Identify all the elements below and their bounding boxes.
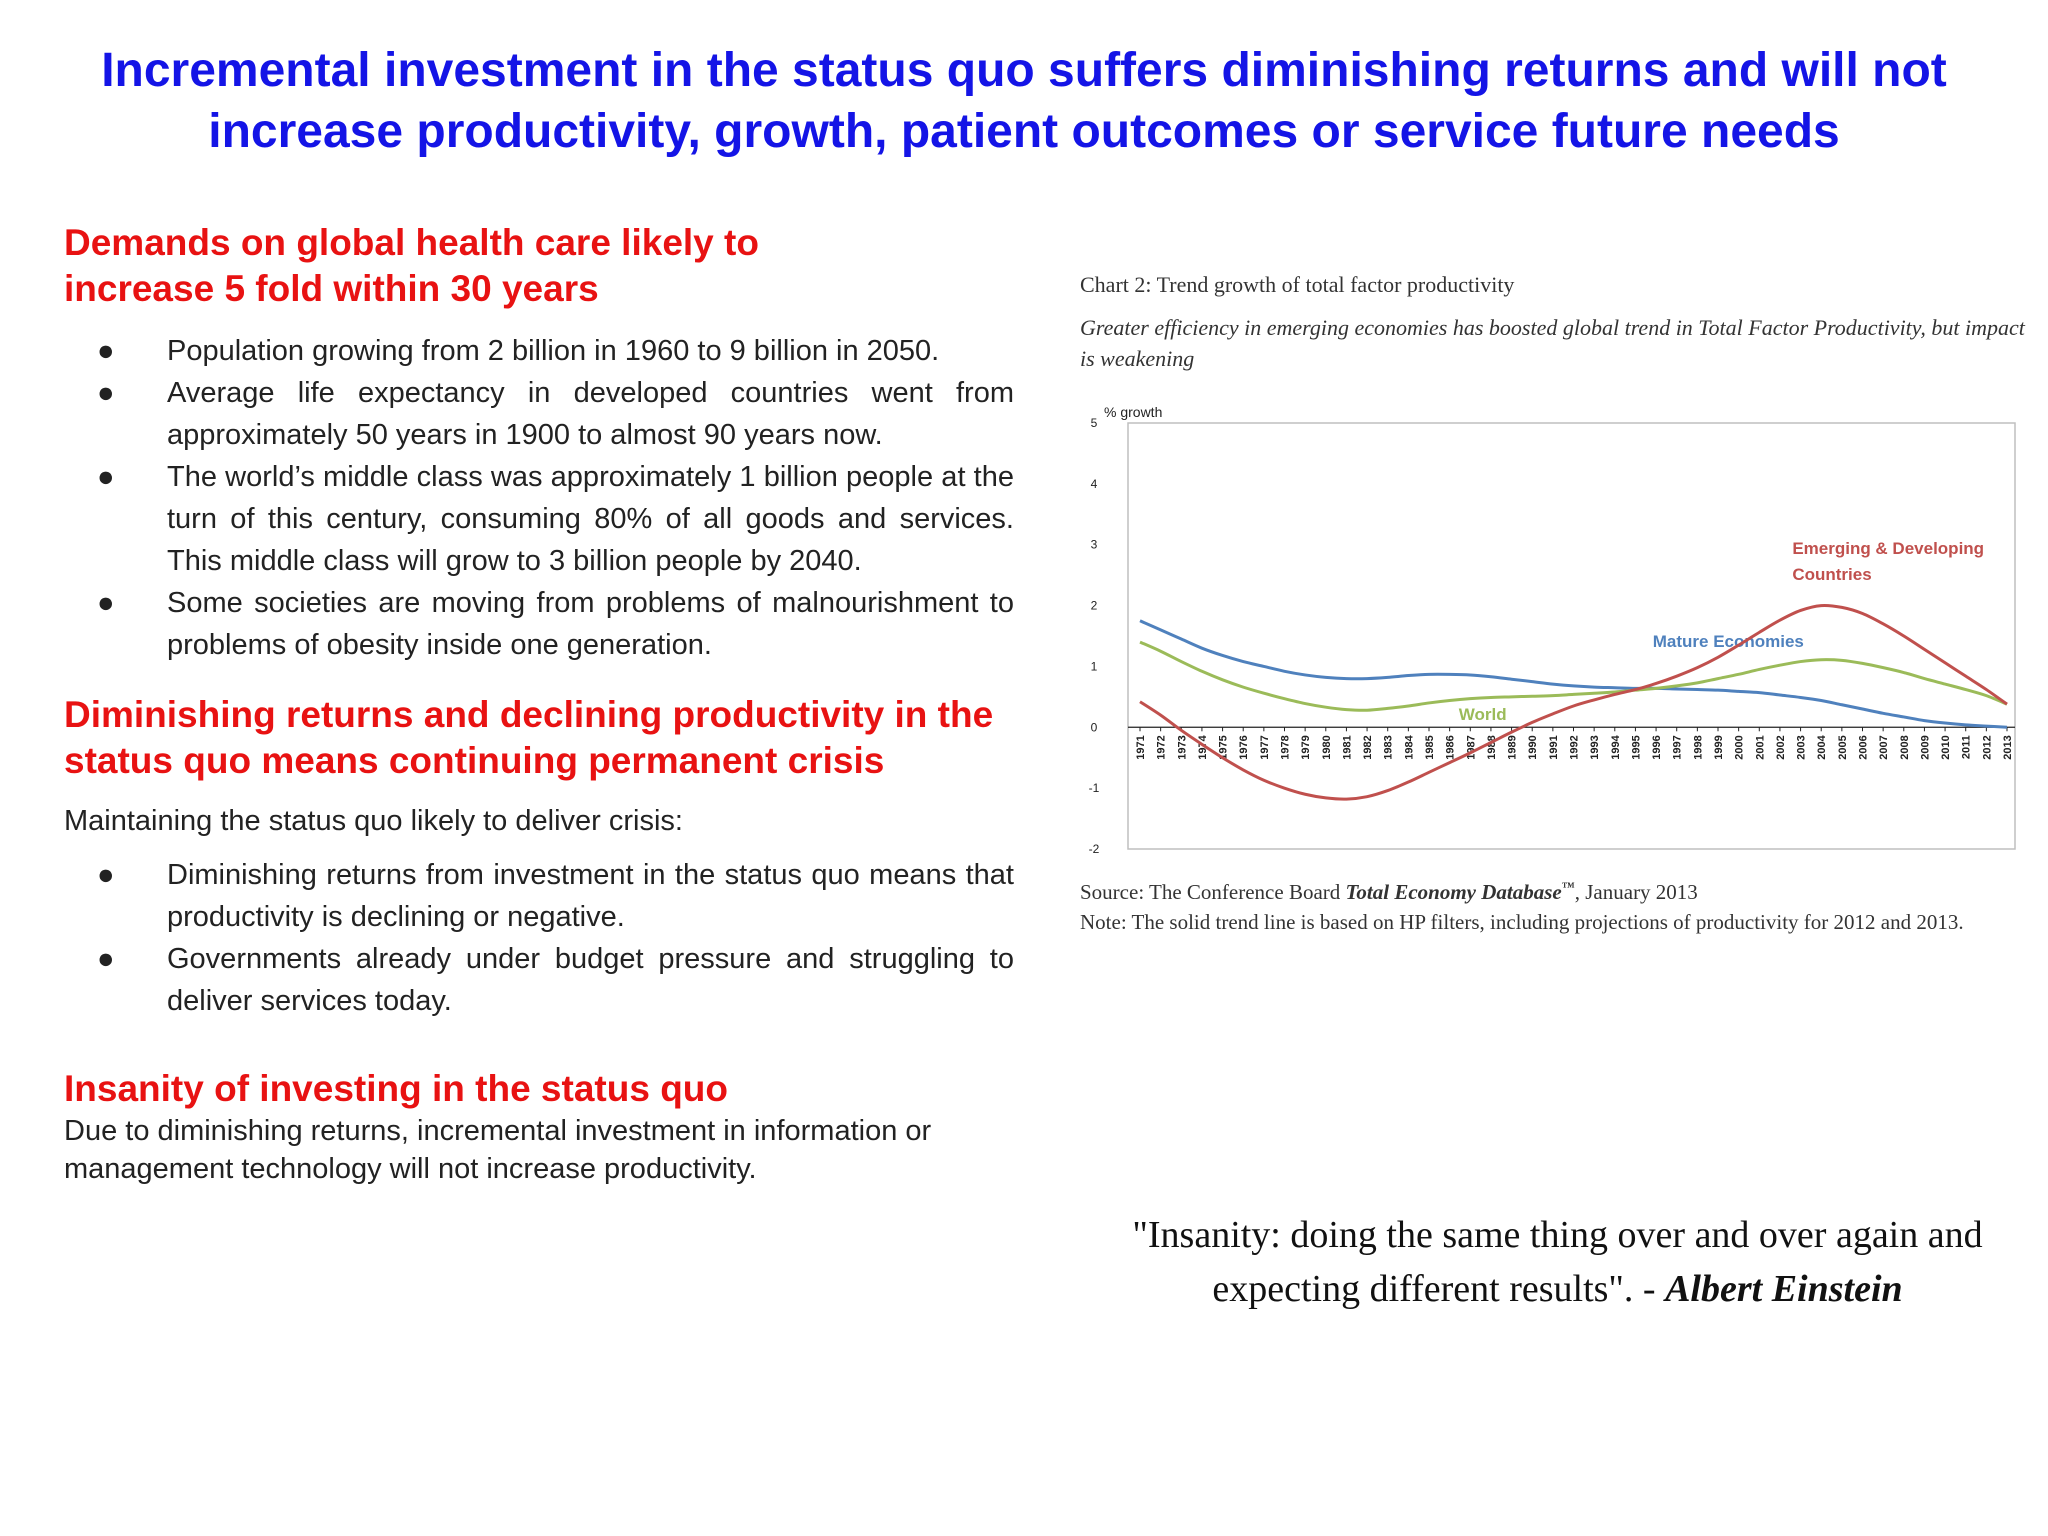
x-tick-label: 2010 — [1940, 735, 1953, 760]
series-label-emerging-developing-countries: Emerging & Developing Countries — [1792, 538, 1985, 584]
series-label-mature-economies: Mature Economies — [1652, 631, 1804, 651]
list-item: ● The world’s middle class was approximately 1 billion people at the turn of this century, consuming 80% of all goods and services. This middle class will grow to 3 billion people by 2040. — [64, 456, 1014, 582]
chart-note: Note: The solid trend line is based on HP filters, including projections of productivity for 2012 and 2013. — [1080, 910, 1964, 934]
chart-panel — [1080, 270, 2035, 937]
chart-source: Source: The Conference Board Total Economy Database™, January 2013 — [1080, 879, 1698, 904]
x-tick-label: 1980 — [1320, 735, 1333, 760]
x-tick-label: 2000 — [1733, 735, 1746, 760]
x-tick-label: 2006 — [1857, 735, 1870, 760]
bullet-list-demands — [64, 330, 1014, 666]
bullet-icon: ● — [97, 587, 115, 619]
x-tick-label: 1978 — [1279, 735, 1292, 760]
x-tick-label: 2009 — [1919, 735, 1932, 760]
x-tick-label: 2007 — [1878, 735, 1891, 760]
x-tick-label: 1973 — [1176, 735, 1189, 760]
y-tick-label: 1 — [1090, 659, 1098, 674]
section-heading-insanity: Insanity of investing in the status quo — [64, 1068, 728, 1109]
list-item: ● Governments already under budget pressure and struggling to deliver services today. — [64, 938, 1014, 1022]
quote-text: "Insanity: doing the same thing over and over again and expecting different results". - — [1132, 1214, 1983, 1310]
y-tick-label: -1 — [1088, 781, 1100, 796]
x-tick-label: 1986 — [1444, 735, 1457, 760]
series-line-emerging-developing-countries — [1140, 605, 2007, 799]
y-axis-label: % growth — [1104, 404, 1163, 420]
x-tick-label: 1992 — [1568, 735, 1581, 760]
list-item: ● Population growing from 2 billion in 1960 to 9 billion in 2050. — [64, 330, 1014, 372]
x-tick-label: 2012 — [1981, 735, 1994, 760]
x-tick-label: 1991 — [1547, 735, 1560, 760]
series-label-world: World — [1458, 704, 1507, 724]
x-tick-label: 1983 — [1382, 735, 1395, 760]
x-tick-label: 1974 — [1196, 735, 1209, 760]
bullet-icon: ● — [97, 377, 115, 409]
bullet-icon: ● — [97, 335, 115, 367]
tfp-line-chart — [1080, 376, 2035, 866]
left-column — [64, 220, 1014, 1188]
list-item: ● Diminishing returns from investment in the status quo means that productivity is declining or negative. — [64, 854, 1014, 938]
x-tick-label: 1990 — [1527, 735, 1540, 760]
x-tick-label: 1985 — [1424, 735, 1436, 760]
x-tick-label: 1993 — [1589, 735, 1602, 760]
x-tick-label: 1971 — [1135, 735, 1147, 760]
y-tick-label: 4 — [1090, 476, 1098, 491]
x-tick-label: 2003 — [1795, 735, 1808, 760]
page-title: Incremental investment in the status quo suffers diminishing returns and will not increase productivity, growth, patient outcomes or service future needs — [101, 44, 1947, 158]
y-tick-label: 2 — [1090, 598, 1098, 613]
x-tick-label: 1976 — [1238, 735, 1251, 760]
x-tick-label: 1998 — [1692, 735, 1705, 760]
section-heading-diminishing: Diminishing returns and declining productivity in the status quo means continuing permanent crisis — [64, 694, 994, 781]
series-line-world — [1140, 642, 2007, 710]
x-tick-label: 1982 — [1362, 735, 1375, 760]
list-item: ● Average life expectancy in developed countries went from approximately 50 years in 1900 to almost 90 years now. — [64, 372, 1014, 456]
section-intro: Maintaining the status quo likely to deliver crisis: — [64, 805, 683, 837]
einstein-quote — [1080, 1208, 2035, 1316]
x-tick-label: 1972 — [1155, 735, 1168, 760]
x-tick-label: 2002 — [1774, 735, 1787, 760]
x-tick-label: 1989 — [1506, 735, 1519, 760]
x-tick-label: 2013 — [2002, 735, 2014, 760]
y-tick-label: 3 — [1090, 537, 1098, 552]
x-tick-label: 1981 — [1341, 735, 1354, 760]
y-tick-label: -2 — [1088, 842, 1100, 856]
x-tick-label: 1977 — [1258, 735, 1271, 760]
x-tick-label: 1999 — [1713, 735, 1725, 760]
x-tick-label: 1995 — [1630, 735, 1643, 760]
x-tick-label: 2011 — [1960, 735, 1973, 760]
x-tick-label: 2008 — [1898, 735, 1911, 760]
plot-area — [1128, 423, 2015, 849]
x-tick-label: 1997 — [1671, 735, 1684, 760]
x-tick-label: 1975 — [1217, 735, 1230, 760]
x-tick-label: 1994 — [1609, 735, 1622, 760]
quote-author: Albert Einstein — [1665, 1268, 1903, 1310]
bullet-icon: ● — [97, 859, 115, 891]
y-tick-label: 5 — [1090, 416, 1098, 430]
chart-title: Chart 2: Trend growth of total factor productivity — [1080, 272, 1515, 297]
y-tick-label: 0 — [1090, 720, 1098, 735]
bullet-list-crisis — [64, 854, 1014, 1022]
section-text: Due to diminishing returns, incremental investment in information or management technology will not increase productivity. — [64, 1115, 932, 1185]
x-tick-label: 1996 — [1651, 735, 1664, 760]
bullet-icon: ● — [97, 943, 115, 975]
chart-subtitle: Greater efficiency in emerging economies has boosted global trend in Total Factor Productivity, but impact is weakening — [1080, 315, 2025, 371]
x-tick-label: 1984 — [1403, 735, 1416, 760]
x-tick-label: 2004 — [1816, 735, 1829, 760]
source-database-name: Total Economy Database — [1345, 880, 1562, 904]
x-tick-label: 2001 — [1754, 735, 1767, 760]
bullet-icon: ● — [97, 461, 115, 493]
x-tick-label: 1979 — [1300, 735, 1313, 760]
x-tick-label: 2005 — [1836, 735, 1849, 760]
x-tick-label: 1988 — [1485, 735, 1498, 760]
series-line-mature-economies — [1140, 621, 2007, 728]
x-tick-label: 1987 — [1465, 735, 1478, 760]
list-item: ● Some societies are moving from problems of malnourishment to problems of obesity inside one generation. — [64, 582, 1014, 666]
section-heading-demands: Demands on global health care likely to increase 5 fold within 30 years — [64, 222, 759, 309]
